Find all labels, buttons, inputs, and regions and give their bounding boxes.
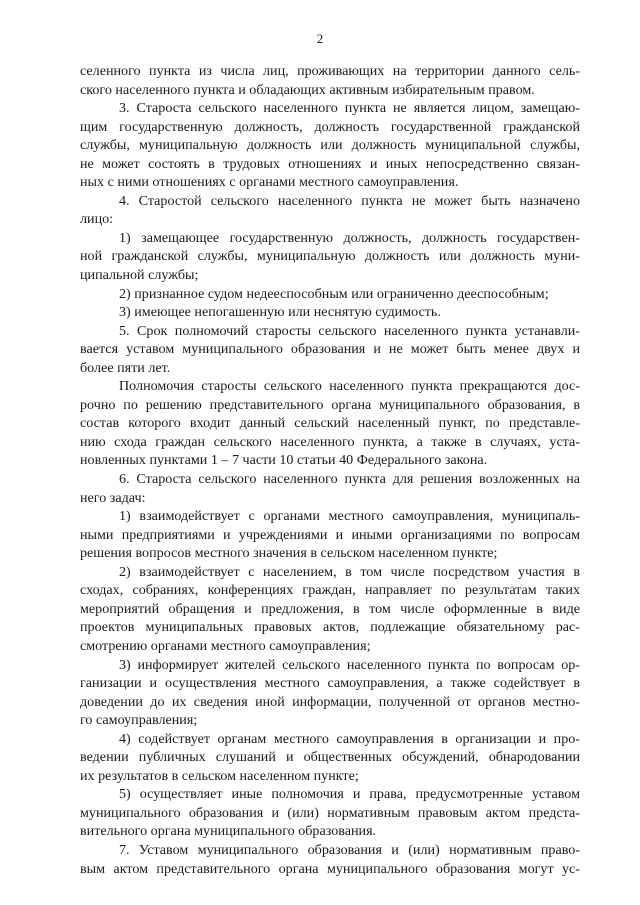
text-line: службы, муниципальную должность или должность муниципальной службы, <box>80 137 580 154</box>
text-line: 3. Староста сельского населенного пункта не является лицом, замещаю- <box>119 100 580 117</box>
text-line: не может состоять в трудовых отношениях и иных непосредственно связан- <box>80 155 580 172</box>
paragraph <box>80 507 580 563</box>
text-line: нию схода граждан сельского населенного пункта, а также в случаях, уста- <box>80 433 580 450</box>
text-line: Полномочия старосты сельского населенного пункта прекращаются дос- <box>119 378 580 395</box>
text-line: ведении публичных слушаний и общественных обсуждений, обнародовании <box>80 749 580 766</box>
paragraph <box>80 470 580 507</box>
text-line: вительного органа муниципального образования. <box>80 823 377 840</box>
text-line: 5) осуществляет иные полномочия и права, предусмотренные уставом <box>119 786 580 803</box>
paragraph <box>80 99 580 192</box>
text-line: него задач: <box>80 489 146 506</box>
text-line: более пяти лет. <box>80 359 171 376</box>
paragraph <box>80 62 580 99</box>
text-line: ными предприятиями и учреждениями и иными организациями по вопросам <box>80 526 580 543</box>
text-line: ципальной службы; <box>80 267 199 284</box>
text-line: селенного пункта из числа лиц, проживающих на территории данного сель- <box>80 63 580 79</box>
text-line: смотрению органами местного самоуправления; <box>80 637 371 654</box>
text-line: ных с ними отношениях с органами местного самоуправления. <box>80 174 459 191</box>
text-line: новленных пунктами 1 – 7 части 10 статьи 40 Федерального закона. <box>80 452 488 469</box>
text-line: состав которого входит данный сельский населенный пункт, по представле- <box>80 415 580 432</box>
text-line: го самоуправления; <box>80 712 198 729</box>
text-line: 4. Старостой сельского населенного пункта не может быть назначено <box>119 192 580 209</box>
paragraph <box>80 730 580 786</box>
paragraph <box>80 322 580 378</box>
text-line: 4) содействует органам местного самоуправления в организации и про- <box>119 730 580 747</box>
text-line: решения вопросов местного значения в сельском населенном пункте; <box>80 545 498 562</box>
paragraph <box>80 192 580 229</box>
text-line: 6. Староста сельского населенного пункта для решения возложенных на <box>119 471 580 488</box>
text-line: 2) признанное судом недееспособным или ограниченно дееспособным; <box>119 285 549 302</box>
text-line: щим государственную должность, должность государственной гражданской <box>80 118 580 135</box>
paragraph <box>80 563 580 656</box>
paragraph <box>80 656 580 730</box>
text-line: сходах, собраниях, конференциях граждан, направляет по результатам таких <box>80 582 580 599</box>
text-line: проектов муниципальных правовых актов, подлежащие обязательному рас- <box>80 619 580 636</box>
text-line: 5. Срок полномочий старосты сельского населенного пункта устанавли- <box>119 322 580 339</box>
paragraph <box>80 841 580 878</box>
text-line: вается уставом муниципального образования и не может быть менее двух и <box>80 341 580 358</box>
text-line: 1) взаимодействует с органами местного самоуправления, муниципаль- <box>119 508 580 525</box>
paragraph <box>80 785 580 841</box>
document-body <box>80 62 580 878</box>
paragraph <box>80 303 580 322</box>
text-line: мероприятий обращения и предложения, в том числе оформленные в виде <box>80 600 580 617</box>
text-line: 3) информирует жителей сельского населенного пункта по вопросам ор- <box>119 656 580 673</box>
text-line: доведении до их сведения иной информации, полученной от органов местно- <box>80 693 580 710</box>
text-line: 7. Уставом муниципального образования и (или) нормативным право- <box>119 841 580 858</box>
text-line: их результатов в сельском населенном пункте; <box>80 767 359 784</box>
text-line: 3) имеющее непогашенную или неснятую судимость. <box>119 304 441 321</box>
text-line: ского населенного пункта и обладающих активным избирательным правом. <box>80 81 535 98</box>
text-line: 1) замещающее государственную должность, должность государствен- <box>119 229 580 246</box>
text-line: ной гражданской службы, муниципальную должность или должность муни- <box>80 248 580 265</box>
text-line: вым актом представительного органа муниципального образования могут ус- <box>80 860 580 877</box>
text-line: муниципального образования и (или) нормативным правовым актом предста- <box>80 804 580 821</box>
paragraph <box>80 377 580 470</box>
page-number: 2 <box>316 31 324 46</box>
paragraph <box>80 229 580 285</box>
text-line: ганизации и осуществления местного самоуправления, а также содействует в <box>80 675 580 692</box>
text-line: рочно по решению представительного органа муниципального образования, в <box>80 396 580 413</box>
text-line: лицо: <box>80 211 114 228</box>
text-line: 2) взаимодействует с населением, в том числе посредством участия в <box>119 563 580 580</box>
paragraph <box>80 285 580 304</box>
